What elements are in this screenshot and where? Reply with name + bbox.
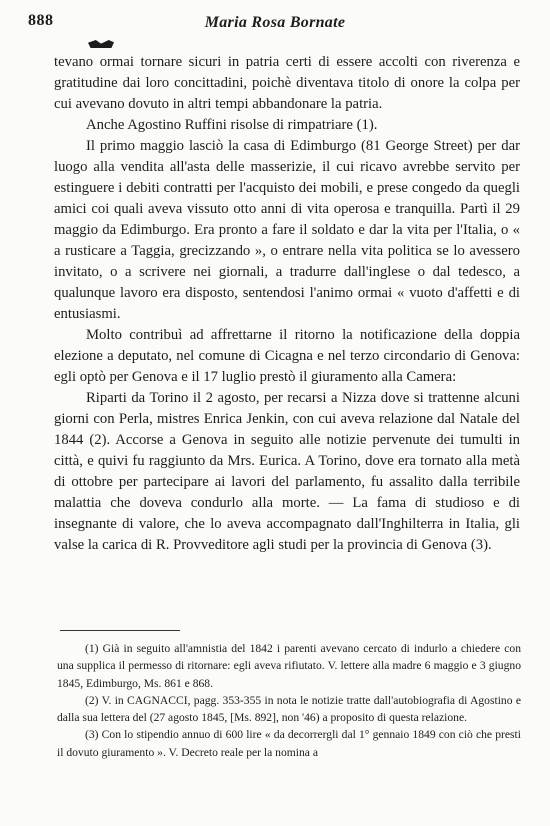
footnote: (3) Con lo stipendio annuo di 600 lire « da decorrergli dal 1° gennaio 1849 con ciò che presti il dovuto giuramento ». V. Decreto reale per la nomina a (57, 728, 521, 759)
footnotes (57, 640, 521, 761)
page-number: 888 (28, 12, 54, 29)
footnote: (2) V. in CAGNACCI, pagg. 353-355 in nota le notizie tratte dall'autobiografia di Agostino e dalla sua lettera del (27 agosto 1845, [Ms. 892], non '46) a proposito di questa relazione. (57, 693, 521, 725)
footnote-rule (60, 630, 180, 631)
paragraph-continuation: tevano ormai tornare sicuri in patria certi di essere accolti con riverenza e gratitudine dai loro concittadini, poichè diventava titolo di onore la colpa per cui avevano dovuto in altri tempi abbandonare la patria. (54, 54, 520, 112)
ink-blot-mark (88, 40, 114, 48)
footnote: (1) Già in seguito all'amnistia del 1842 i parenti avevano cercato di indurlo a chiedere con una supplica il permesso di ritornare: egli aveva rifiutato. V. lettere alla madre 6 maggio e 3 giugno 1845, Edimburgo, Ms. 861 e 868. (57, 642, 521, 690)
paragraph: Anche Agostino Ruffini risolse di rimpatriare (1). (86, 117, 378, 133)
paragraph: Riparti da Torino il 2 agosto, per recarsi a Nizza dove si trattenne alcuni giorni con Perla, mistres Enrica Jenkin, con cui aveva relazione dal Natale del 1844 (2). Accorse a Genova in seguito alle notizie pervenute dei tumulti in città, e quivi fu raggiunto da Mrs. Eurica. A Torino, dove era tornato alla metà di ottobre per partecipare ai lavori del parlamento, fu assalito dalla terribile malattia che doveva condurlo alla morte. — La fama di studioso e di insegnante di valore, che lo aveva accompagnato dall'Inghilterra in Italia, gli valse la carica di R. Provveditore agli studi per la provincia di Genova (3). (54, 390, 520, 553)
body-text (54, 52, 520, 556)
paragraph: Molto contribuì ad affrettarne il ritorno la notificazione della doppia elezione a deputato, nel comune di Cicagna e nel terzo circondario di Genova: egli optò per Genova e il 17 luglio prestò il giuramento alla Camera: (54, 327, 520, 385)
page-header (28, 12, 522, 36)
running-head: Maria Rosa Bornate (204, 14, 346, 31)
paragraph: Il primo maggio lasciò la casa di Edimburgo (81 George Street) per dar luogo alla vendita all'asta delle masserizie, il cui ricavo avrebbe servito per estinguere i debiti contratti per l'acquisto dei mobili, e prese congedo da quegli amici coi quali aveva vissuto otto anni di vita operosa e tranquilla. Partì il 29 maggio da Edimburgo. Era pronto a fare il soldato e dar la vita per l'Italia, o « a rusticare a Taggia, grecizzando », o entrare nella vita politica se lo avessero invitato, o a scrivere nei giornali, a tradurre dall'inglese o dal tedesco, a qualunque lavoro era disposto, sentendosi l'animo ormai « vuoto d'affetti e di entusiasmi. (54, 138, 520, 322)
